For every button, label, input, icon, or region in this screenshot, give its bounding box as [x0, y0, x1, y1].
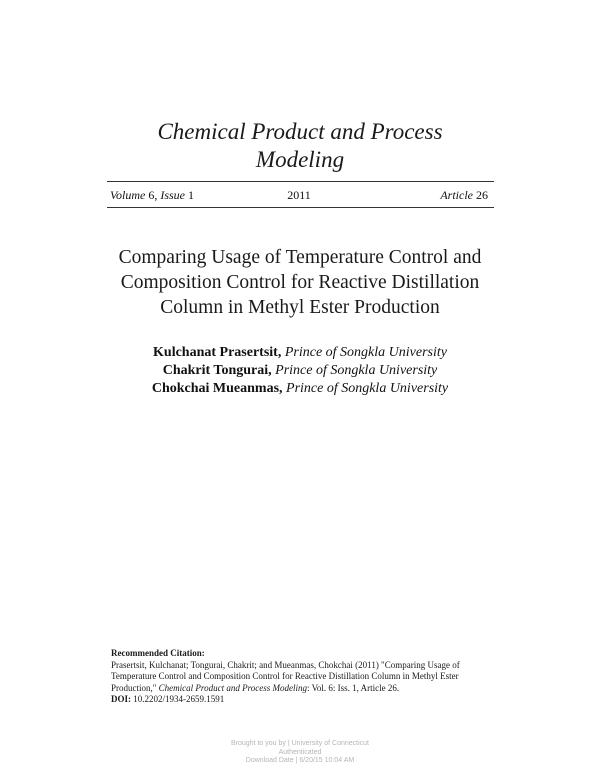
watermark-line3: Download Date | 6/20/15 10:04 AM [245, 757, 355, 764]
author-line [0, 344, 600, 362]
author-name: Chokchai Mueanmas, [151, 381, 283, 396]
article-label: Article [440, 188, 473, 202]
article-number: 26 [476, 188, 488, 202]
article-title-line3: Column in Methyl Ester Production [160, 297, 440, 318]
doi-link[interactable]: 10.2202/1934-2659.1591 [133, 694, 225, 704]
access-watermark [0, 740, 600, 766]
article-title-line2: Composition Control for Reactive Distillation [120, 272, 480, 293]
doi-label: DOI: [111, 694, 131, 704]
citation-journal: Chemical Product and Process Modeling [158, 682, 307, 693]
issue-label: Issue [160, 188, 185, 202]
recommended-citation [111, 648, 511, 706]
article-number-wrap [440, 186, 488, 204]
author-line [0, 362, 600, 380]
journal-title-line2: Modeling [255, 147, 345, 172]
author-line [0, 380, 600, 398]
bottom-divider [107, 207, 494, 208]
article-title-line1: Comparing Usage of Temperature Control and [118, 247, 482, 268]
citation-line1: Prasertsit, Kulchanat; Tongurai, Chakrit; and Mueanmas, Chokchai (2011) "Comparing Usage of [111, 659, 460, 670]
volume-label: Volume [110, 188, 146, 202]
citation-doi [111, 694, 511, 706]
volume-number: 6 [148, 188, 155, 202]
citation-line3-end: : Vol. 6: Iss. 1, Article 26. [306, 682, 400, 693]
issue-info-row [110, 186, 488, 204]
publication-year: 2011 [287, 188, 311, 202]
watermark-line1: Brought to you by | University of Connecticut [231, 740, 369, 747]
citation-line3-start: Production," [111, 682, 157, 693]
author-affiliation: Prince of Songkla University [275, 363, 438, 378]
watermark-line2: Authenticated [278, 748, 322, 756]
author-name: Kulchanat Prasertsit, [153, 345, 282, 360]
citation-line2: Temperature Control and Composition Control for Reactive Distillation Column in Methyl Ester [111, 671, 459, 681]
author-affiliation: Prince of Songkla University [286, 381, 449, 396]
journal-title [0, 118, 600, 174]
top-divider [107, 181, 494, 182]
article-title [0, 245, 600, 320]
citation-label: Recommended Citation: [111, 648, 205, 658]
volume-issue: Volume 6, Issue 1 [110, 188, 194, 202]
journal-title-line1: Chemical Product and Process [157, 119, 443, 144]
author-affiliation: Prince of Songkla University [284, 345, 447, 360]
author-list [0, 344, 600, 398]
citation-line3 [111, 683, 511, 695]
issue-number: 1 [188, 188, 194, 202]
author-name: Chakrit Tongurai, [162, 363, 272, 378]
